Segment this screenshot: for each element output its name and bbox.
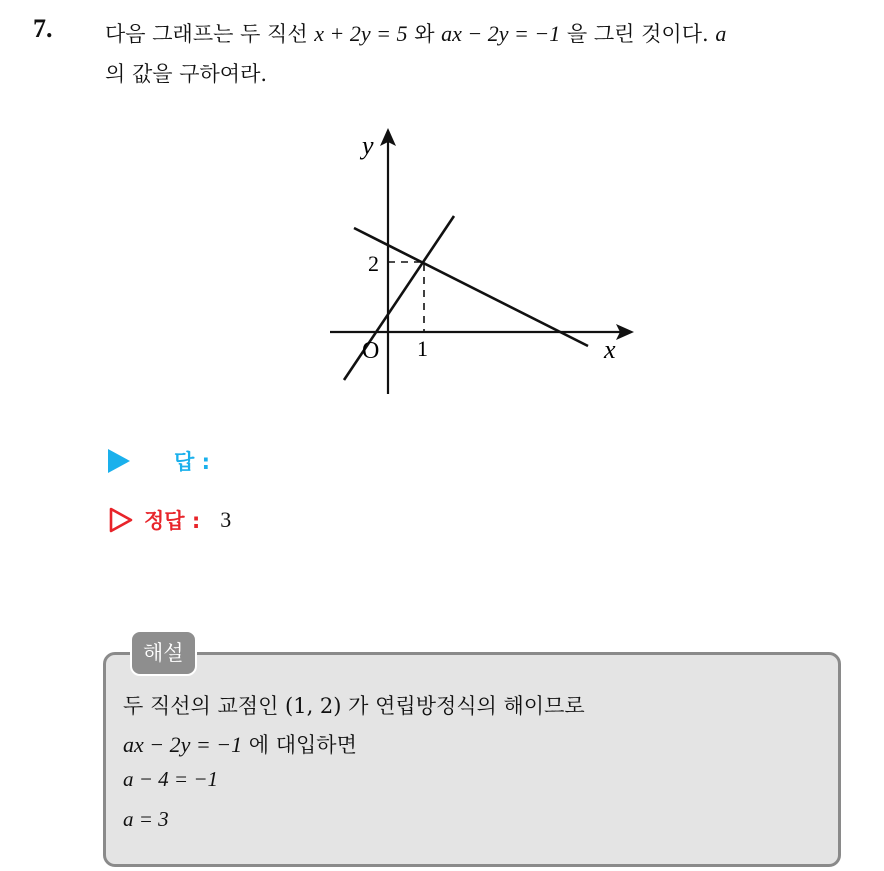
x-tick-label: 1 [417, 336, 428, 361]
filled-triangle-icon [108, 449, 130, 473]
question-line-2: 의 값을 구하여라. [105, 62, 268, 86]
answer-row [108, 446, 210, 476]
solution-line-4: a = 3 [123, 807, 169, 831]
question-number: 7. [33, 14, 53, 43]
variable-a: a [715, 21, 727, 46]
equation-1: x + 2y = 5 [314, 21, 408, 46]
equation-2: ax − 2y = −1 [441, 21, 561, 46]
question-text-3: 을 그린 것이다. [560, 22, 716, 46]
solution-line-1: 두 직선의 교점인 (1, 2) 가 연립방정식의 해이므로 [123, 694, 585, 718]
line-graph [320, 118, 640, 408]
correct-answer-value: 3 [220, 507, 232, 532]
question-text-1: 다음 그래프는 두 직선 [105, 22, 315, 46]
answer-label: 답 : [174, 450, 210, 474]
solution-line-2-text: 에 대입하면 [242, 733, 357, 757]
correct-answer-label: 정답 : [144, 509, 201, 533]
solution-line-3: a − 4 = −1 [123, 767, 219, 791]
y-tick-label: 2 [368, 251, 379, 276]
question-line-1 [105, 18, 726, 48]
solution-line-2 [123, 729, 357, 759]
y-axis-label: y [362, 131, 374, 160]
solution-equation: ax − 2y = −1 [123, 732, 243, 757]
question-text-2: 와 [407, 22, 442, 46]
line-x-plus-2y-eq-5 [354, 228, 588, 346]
solution-box [103, 652, 841, 867]
outline-triangle-icon [108, 506, 134, 534]
line-ax-minus-2y-eq-neg1 [344, 216, 454, 380]
origin-label: O [362, 338, 380, 364]
correct-answer-row [108, 505, 231, 535]
solution-tab: 해설 [130, 630, 197, 676]
x-axis-label: x [604, 335, 616, 364]
